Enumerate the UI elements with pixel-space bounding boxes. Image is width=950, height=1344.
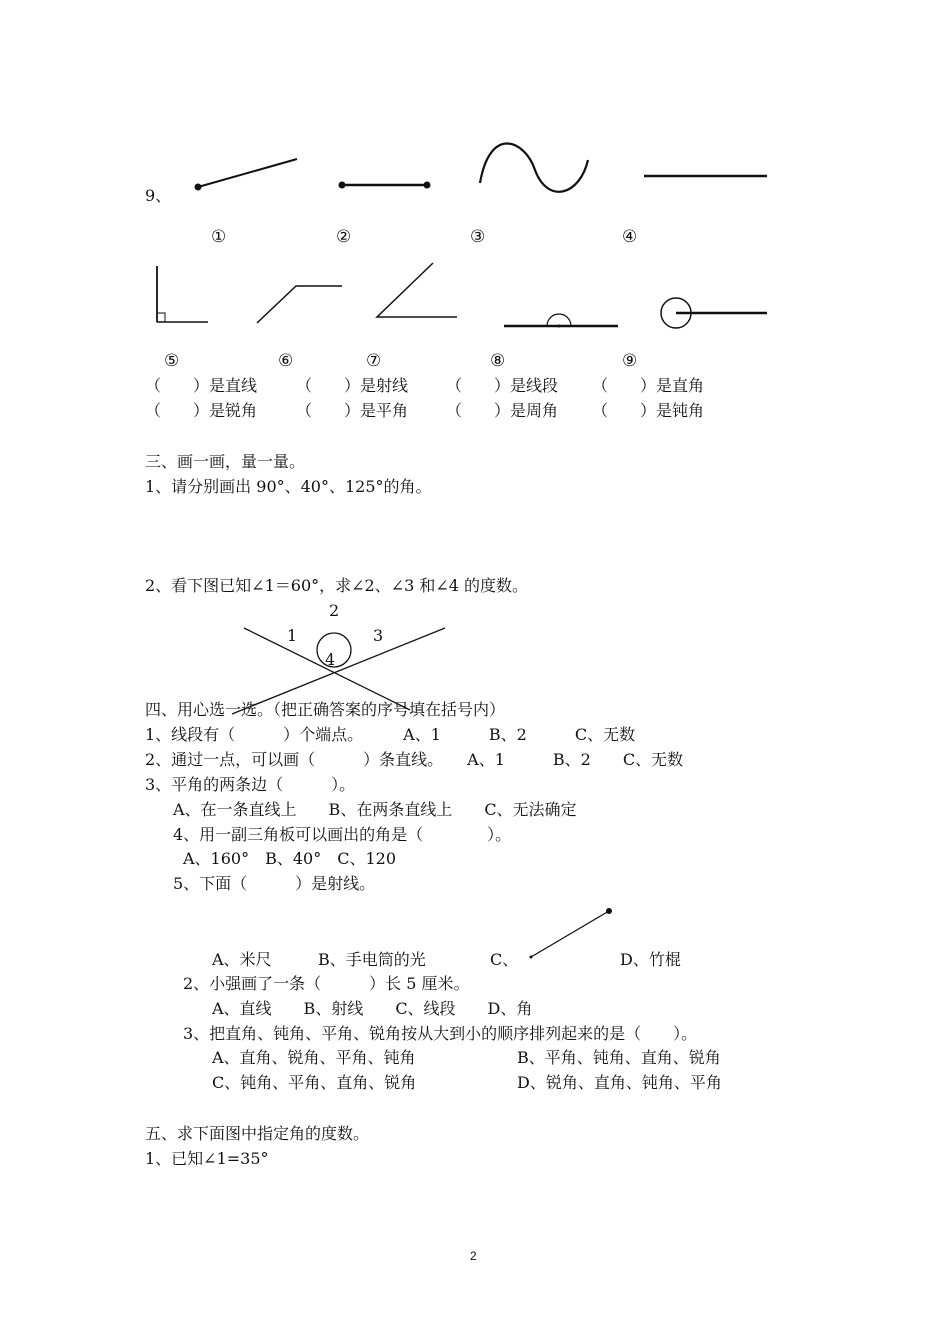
angle-label-1: 1 bbox=[287, 626, 298, 645]
blank-straight-line: （ ）是直线 bbox=[145, 376, 258, 395]
q5-option-d: D、竹棍 bbox=[620, 950, 681, 969]
figure-label-2: ② bbox=[336, 227, 352, 247]
blank-straight-angle: （ ）是平角 bbox=[296, 401, 409, 420]
figure-label-7: ⑦ bbox=[366, 351, 382, 371]
blank-obtuse-angle: （ ）是钝角 bbox=[592, 401, 705, 420]
section4-q1: 1、线段有（ ）个端点。 A、1 B、2 C、无数 bbox=[145, 725, 636, 744]
q7-option-c: C、钝角、平角、直角、锐角 bbox=[212, 1073, 417, 1092]
figure-label-9: ⑨ bbox=[622, 351, 638, 371]
q5-option-b: B、手电筒的光 bbox=[318, 950, 426, 969]
angle-label-3: 3 bbox=[373, 626, 384, 645]
section4-q4: 4、用一副三角板可以画出的角是（ ）。 bbox=[173, 825, 512, 844]
section4-q4-options: A、160° B、40° C、120 bbox=[183, 849, 396, 868]
section3-q1: 1、请分别画出 90°、40°、125°的角。 bbox=[145, 477, 432, 496]
page-number: 2 bbox=[470, 1249, 477, 1263]
angle-label-4: 4 bbox=[325, 650, 336, 669]
section5-title: 五、求下面图中指定角的度数。 bbox=[145, 1124, 370, 1143]
blank-ray: （ ）是射线 bbox=[296, 376, 409, 395]
figure-label-3: ③ bbox=[470, 227, 486, 247]
section3-q2: 2、看下图已知∠1＝60°，求∠2、∠3 和∠4 的度数。 bbox=[145, 576, 529, 595]
q7-option-d: D、锐角、直角、钝角、平角 bbox=[517, 1073, 722, 1092]
q7-option-b: B、平角、钝角、直角、锐角 bbox=[517, 1048, 721, 1067]
section4-q5: 5、下面（ ）是射线。 bbox=[173, 874, 376, 893]
figure-label-1: ① bbox=[211, 227, 227, 247]
section4-q3-options: A、在一条直线上 B、在两条直线上 C、无法确定 bbox=[173, 800, 577, 819]
section4-q6-options: A、直线 B、射线 C、线段 D、角 bbox=[212, 999, 533, 1018]
q7-option-a: A、直角、锐角、平角、钝角 bbox=[212, 1048, 416, 1067]
q5-option-a: A、米尺 bbox=[212, 950, 272, 969]
section3-title: 三、画一画，量一量。 bbox=[145, 452, 306, 471]
section4-title: 四、用心选一选。（把正确答案的序号填在括号内） bbox=[145, 700, 506, 719]
section5-q1: 1、已知∠1=35° bbox=[145, 1149, 269, 1168]
blank-segment: （ ）是线段 bbox=[446, 376, 559, 395]
angle-label-2: 2 bbox=[329, 601, 340, 620]
q9-label: 9、 bbox=[145, 186, 172, 205]
figure-label-5: ⑤ bbox=[164, 351, 180, 371]
section4-q2: 2、通过一点，可以画（ ）条直线。 A、1 B、2 C、无数 bbox=[145, 750, 684, 769]
figure-label-4: ④ bbox=[622, 227, 638, 247]
section4-q7: 3、把直角、钝角、平角、锐角按从大到小的顺序排列起来的是（ ）。 bbox=[183, 1024, 698, 1043]
q5-option-c: C、 bbox=[490, 950, 519, 969]
section4-q3: 3、平角的两条边（ ）。 bbox=[145, 775, 356, 794]
figure-label-8: ⑧ bbox=[490, 351, 506, 371]
figure-label-6: ⑥ bbox=[278, 351, 294, 371]
blank-acute-angle: （ ）是锐角 bbox=[145, 401, 258, 420]
blank-full-angle: （ ）是周角 bbox=[446, 401, 559, 420]
blank-right-angle: （ ）是直角 bbox=[592, 376, 705, 395]
section4-q6: 2、小强画了一条（ ）长 5 厘米。 bbox=[183, 974, 470, 993]
